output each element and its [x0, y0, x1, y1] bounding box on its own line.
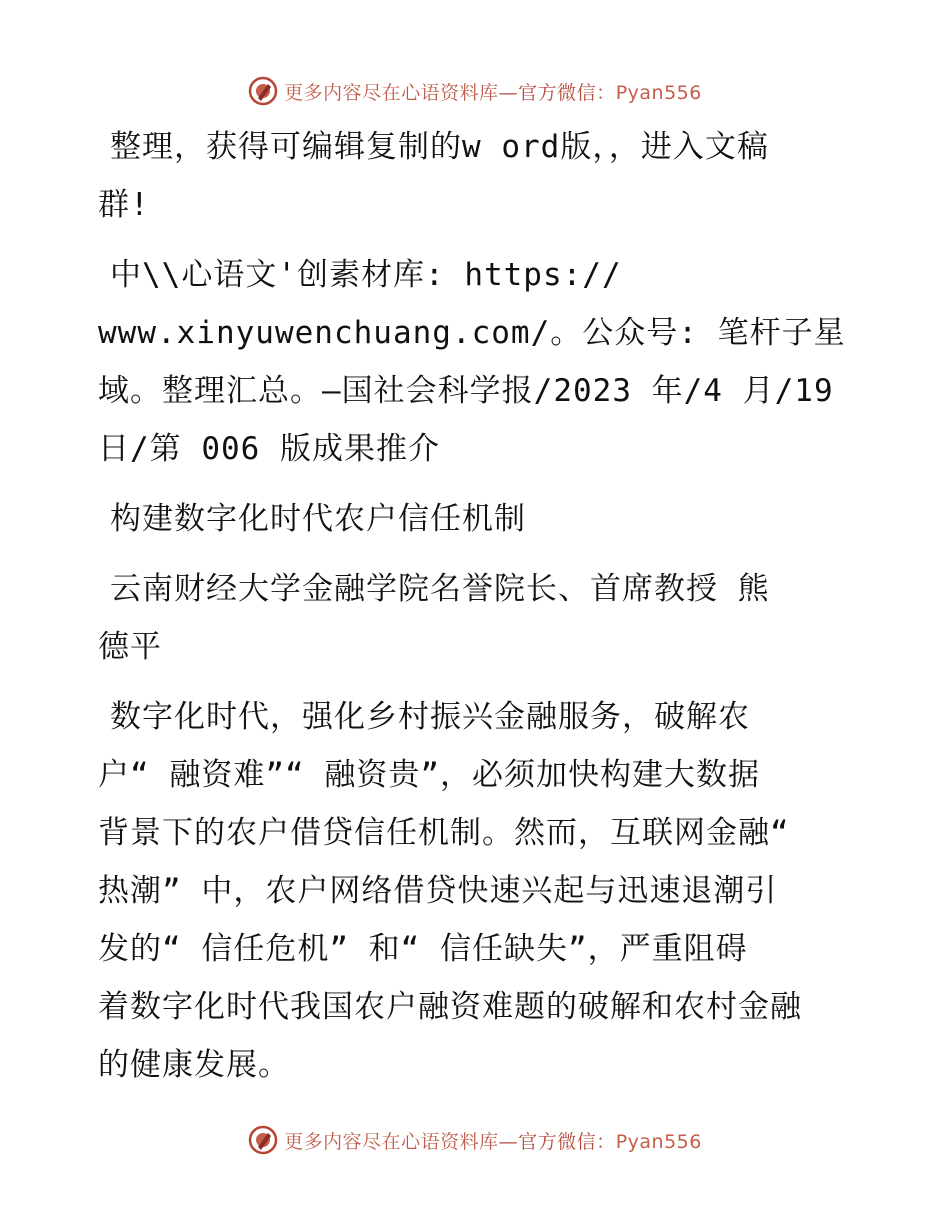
pen-logo-icon: [248, 1125, 278, 1155]
watermark-wechat-label: 官方微信：: [518, 81, 616, 104]
watermark-brand: 更多内容尽在心语资料库: [284, 1130, 499, 1153]
text-line: 构建数字化时代农户信任机制: [110, 501, 526, 537]
text-line: 整理，获得可编辑复制的w ord版，，进入文稿: [110, 129, 769, 165]
text-line: 着数字化时代我国农户融资难题的破解和农村金融: [98, 989, 802, 1025]
author-line: [98, 560, 850, 676]
text-line: 数字化时代，强化乡村振兴金融服务，破解农: [110, 699, 750, 735]
watermark-wechat-id: Pyan556: [615, 81, 702, 104]
header-watermark: [0, 71, 950, 111]
watermark-wechat-label: 官方微信：: [518, 1130, 616, 1153]
text-line: 德平: [98, 629, 162, 665]
document-body: [98, 118, 850, 1106]
watermark-text: [284, 1127, 702, 1154]
paragraph-notice: [98, 118, 850, 234]
text-line: 发的“ 信任危机” 和“ 信任缺失”，严重阻碍: [98, 931, 748, 967]
text-line: 域。整理汇总。—国社会科学报/2023 年/4 月/19: [98, 373, 834, 409]
article-title: [98, 490, 850, 548]
text-line: 热潮” 中，农户网络借贷快速兴起与迅速退潮引: [98, 873, 778, 909]
text-line: 云南财经大学金融学院名誉院长、首席教授 熊: [110, 571, 770, 607]
text-line: 背景下的农户借贷信任机制。然而，互联网金融“: [98, 815, 790, 851]
text-line: www.xinyuwenchuang.com/。公众号: 笔杆子星: [98, 315, 846, 351]
text-line: 的健康发展。: [98, 1047, 290, 1083]
text-line: 户“ 融资难”“ 融资贵”，必须加快构建大数据: [98, 757, 760, 793]
text-line: 日/第 006 版成果推介: [98, 431, 440, 467]
watermark-separator: —: [498, 81, 519, 104]
text-line: 中\\心语文'创素材库: https://: [110, 257, 622, 293]
watermark-brand: 更多内容尽在心语资料库: [284, 81, 499, 104]
footer-watermark: [0, 1120, 950, 1160]
paragraph-body: [98, 688, 850, 1094]
paragraph-source: [98, 246, 850, 478]
pen-logo-icon: [248, 76, 278, 106]
watermark-separator: —: [498, 1130, 519, 1153]
text-line: 群!: [98, 187, 150, 223]
watermark-text: [284, 78, 702, 105]
watermark-wechat-id: Pyan556: [615, 1130, 702, 1153]
